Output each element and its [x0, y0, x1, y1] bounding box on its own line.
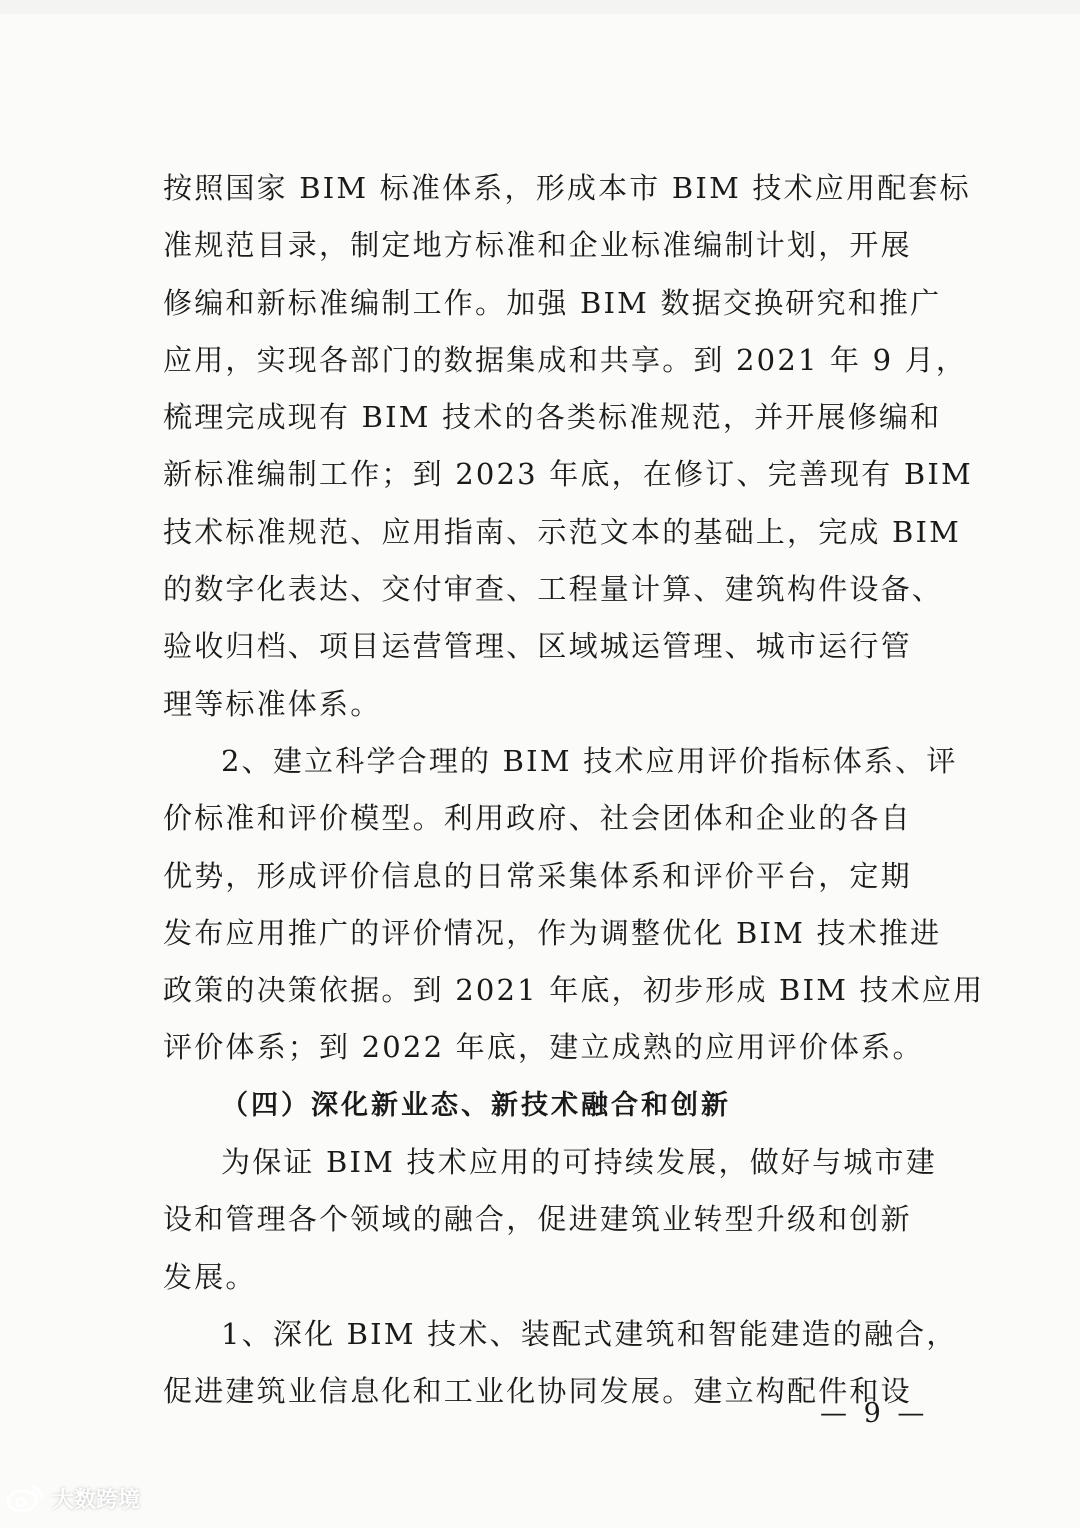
text-line: 为保证 BIM 技术应用的可持续发展，做好与城市建 [221, 1145, 937, 1180]
text-line: 准规范目录，制定地方标准和企业标准编制计划，开展 [163, 228, 912, 263]
paragraph-sustainability [163, 1134, 937, 1306]
text-line: 评价体系；到 2022 年底，建立成熟的应用评价体系。 [163, 1030, 924, 1065]
text-line: 按照国家 BIM 标准体系，形成本市 BIM 技术应用配套标 [163, 171, 971, 205]
text-line: 应用，实现各部门的数据集成和共享。到 2021 年 9 月， [163, 342, 968, 377]
watermark-text: 大数跨境 [52, 1487, 141, 1513]
text-line: 梳理完成现有 BIM 技术的各类标准规范，并开展修编和 [163, 400, 942, 435]
bleed-through-shadow [0, 0, 1080, 14]
text-line: 修编和新标准编制工作。加强 BIM 数据交换研究和推广 [163, 285, 942, 320]
section-heading: （四）深化新业态、新技术融合和创新 [221, 1089, 731, 1121]
paragraph-standards [163, 160, 973, 733]
text-line: 价标准和评价模型。利用政府、社会团体和企业的各自 [163, 801, 912, 836]
paragraph-evaluation [163, 733, 985, 1077]
text-line: 发布应用推广的评价情况，作为调整优化 BIM 技术推进 [163, 915, 942, 950]
text-line: 理等标准体系。 [163, 686, 382, 721]
text-line: 新标准编制工作；到 2023 年底，在修订、完善现有 BIM [163, 457, 973, 492]
watermark [6, 1478, 140, 1518]
text-line: 促进建筑业信息化和工业化协同发展。建立构配件和设 [163, 1374, 912, 1409]
page-number: — 9 — [820, 1398, 929, 1429]
text-line: 政策的决策依据。到 2021 年底，初步形成 BIM 技术应用 [163, 973, 985, 1008]
text-line: 优势，形成评价信息的日常采集体系和评价平台，定期 [163, 858, 912, 893]
text-line: 的数字化表达、交付审查、工程量计算、建筑构件设备、 [163, 572, 944, 607]
paragraph-integration [163, 1306, 958, 1421]
text-line: 2、建立科学合理的 BIM 技术应用评价指标体系、评 [221, 743, 958, 778]
document-body [163, 160, 985, 1421]
text-line: 发展。 [163, 1259, 257, 1294]
text-line: 设和管理各个领域的融合，促进建筑业转型升级和创新 [163, 1202, 912, 1237]
text-line: 技术标准规范、应用指南、示范文本的基础上，完成 BIM [163, 514, 962, 549]
text-line: 验收归档、项目运营管理、区域城运管理、城市运行管 [163, 629, 912, 664]
text-line: 1、深化 BIM 技术、装配式建筑和智能建造的融合， [221, 1316, 958, 1351]
weibo-style-logo-icon [6, 1483, 44, 1513]
